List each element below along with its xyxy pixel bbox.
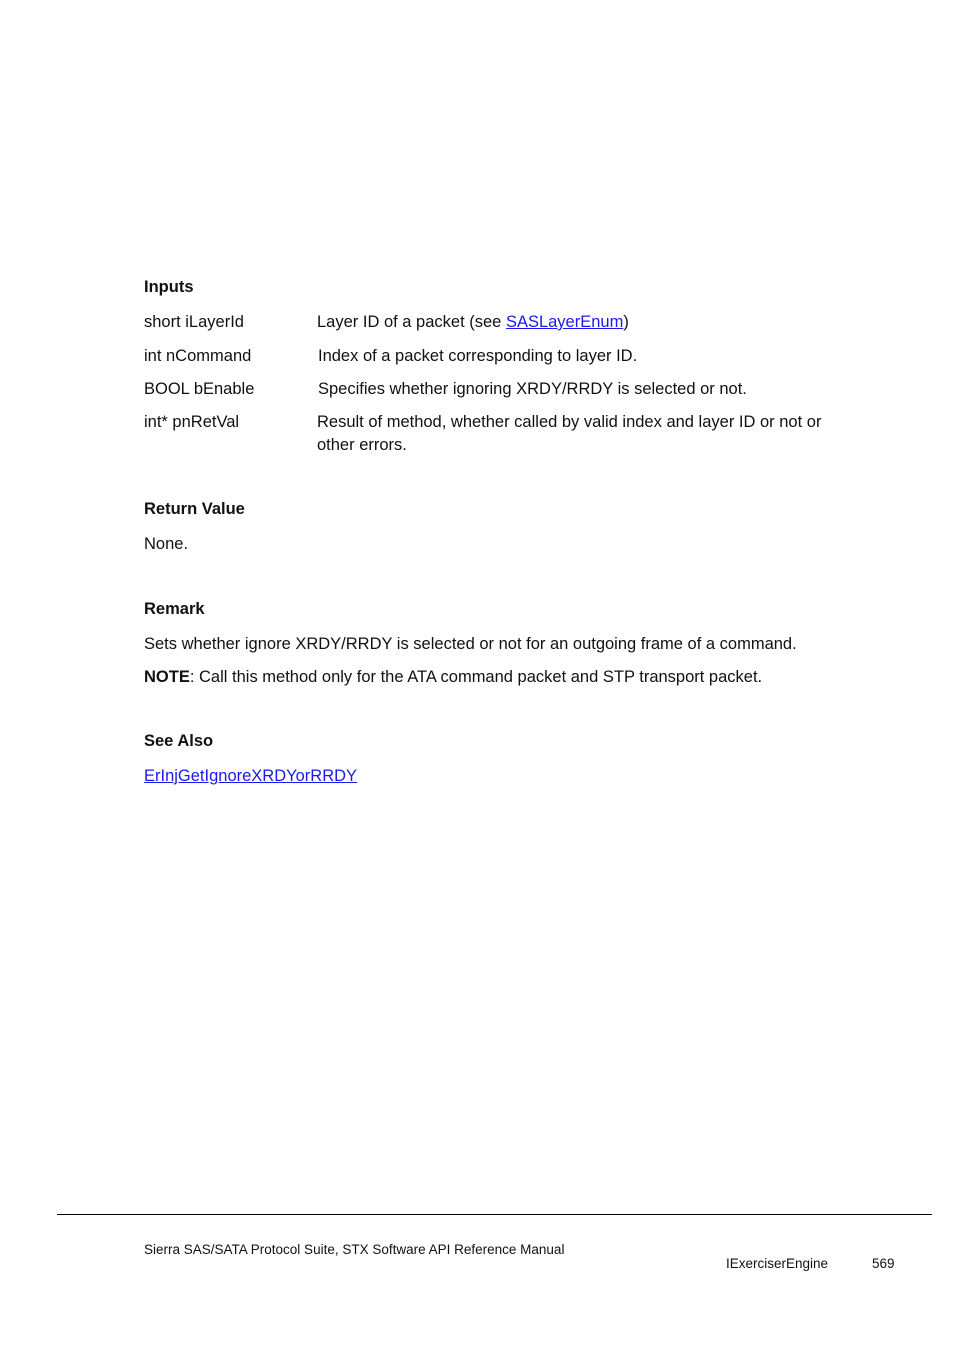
param-desc-prefix: Layer ID of a packet (see <box>317 313 506 331</box>
remark-text: Sets whether ignore XRDY/RRDY is selected or not for an outgoing frame of a command. <box>144 635 797 653</box>
param-name-benable: BOOL bEnable <box>144 380 255 398</box>
remark-note <box>144 666 762 689</box>
param-name-pnretval: int* pnRetVal <box>144 413 240 431</box>
param-desc-benable: Specifies whether ignoring XRDY/RRDY is selected or not. <box>318 380 747 398</box>
param-name-ilayerid: short iLayerId <box>144 313 244 331</box>
note-text: : Call this method only for the ATA command packet and STP transport packet. <box>189 668 763 686</box>
inputs-heading: Inputs <box>144 278 194 296</box>
param-desc-ilayerid <box>317 311 629 334</box>
erinjgetignorexrdyorrrdy-link[interactable]: ErInjGetIgnoreXRDYorRRDY <box>144 767 358 785</box>
see-also-heading: See Also <box>144 732 214 750</box>
footer-divider <box>57 1214 932 1215</box>
return-value-heading: Return Value <box>144 500 245 518</box>
param-desc-pnretval-line1: Result of method, whether called by valid index and layer ID or not or <box>317 413 822 431</box>
param-desc-suffix: ) <box>623 313 629 331</box>
remark-heading: Remark <box>144 600 205 618</box>
footer-manual-title: Sierra SAS/SATA Protocol Suite, STX Software API Reference Manual <box>144 1242 565 1257</box>
param-name-ncommand: int nCommand <box>144 347 252 365</box>
see-also-item <box>144 765 357 788</box>
footer-page-number: 569 <box>872 1256 895 1271</box>
return-value-text: None. <box>144 535 189 553</box>
saslayerenum-link[interactable]: SASLayerEnum <box>505 313 624 331</box>
param-desc-pnretval-line2: other errors. <box>317 436 407 454</box>
param-desc-ncommand: Index of a packet corresponding to layer ID. <box>318 347 638 365</box>
footer-section-name: IExerciserEngine <box>726 1256 829 1271</box>
note-label: NOTE <box>144 668 190 686</box>
